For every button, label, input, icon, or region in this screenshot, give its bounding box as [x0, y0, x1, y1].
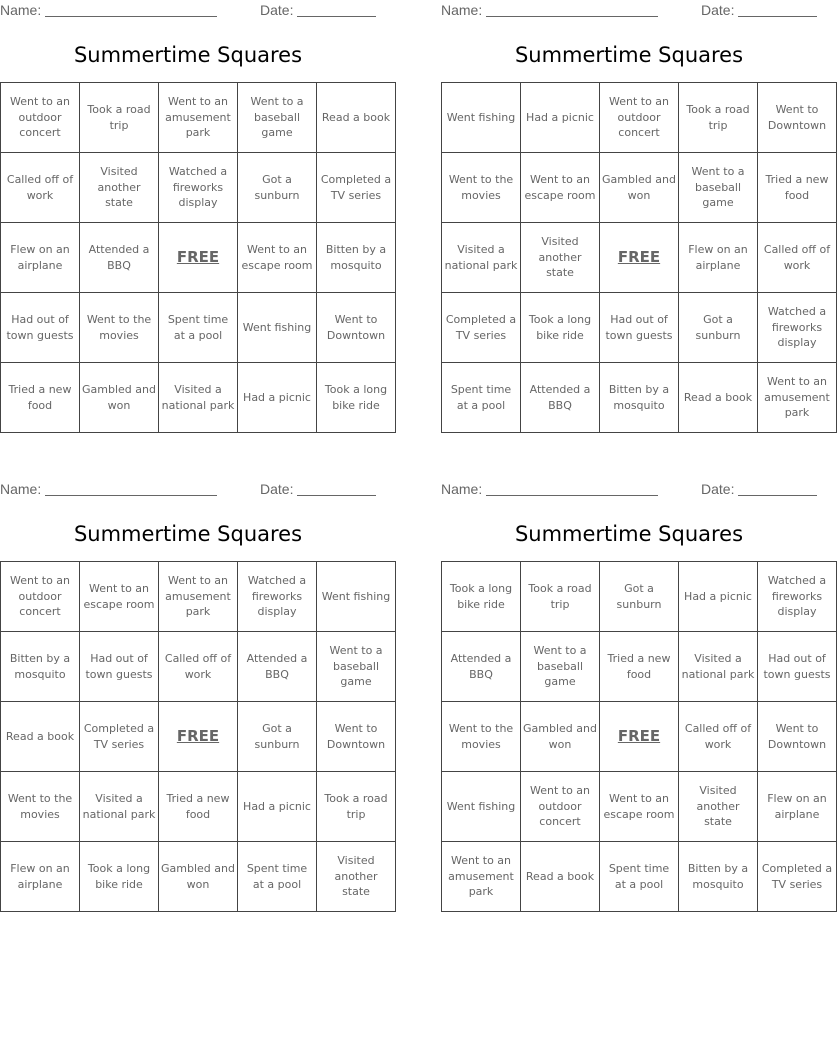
bingo-square[interactable]: Went to the movies: [1, 772, 80, 842]
bingo-square[interactable]: Went to an amusement park: [442, 842, 521, 912]
bingo-square[interactable]: Went to an amusement park: [159, 83, 238, 153]
bingo-square[interactable]: Went to an outdoor concert: [521, 772, 600, 842]
bingo-square[interactable]: Visited another state: [679, 772, 758, 842]
bingo-row: [1, 842, 396, 912]
bingo-square[interactable]: Went to an outdoor concert: [1, 83, 80, 153]
bingo-square[interactable]: Went to Downtown: [317, 293, 396, 363]
name-label: Name:: [0, 481, 42, 497]
bingo-square[interactable]: Went to a baseball game: [679, 153, 758, 223]
card-title: Summertime Squares: [514, 522, 744, 546]
bingo-square[interactable]: Read a book: [521, 842, 600, 912]
free-space[interactable]: FREE: [600, 702, 679, 772]
bingo-row: [1, 363, 396, 433]
bingo-square[interactable]: Watched a fireworks display: [758, 562, 837, 632]
bingo-square[interactable]: Watched a fireworks display: [758, 293, 837, 363]
date-field[interactable]: [297, 2, 376, 17]
bingo-square[interactable]: Attended a BBQ: [442, 632, 521, 702]
bingo-square[interactable]: Gambled and won: [159, 842, 238, 912]
bingo-square[interactable]: Watched a fireworks display: [159, 153, 238, 223]
date-field[interactable]: [297, 481, 376, 496]
bingo-square[interactable]: Went to the movies: [442, 702, 521, 772]
bingo-square[interactable]: Tried a new food: [1, 363, 80, 433]
bingo-card: [441, 479, 833, 915]
bingo-square[interactable]: Bitten by a mosquito: [1, 632, 80, 702]
bingo-square[interactable]: Read a book: [1, 702, 80, 772]
bingo-square[interactable]: Gambled and won: [521, 702, 600, 772]
bingo-row: [1, 153, 396, 223]
bingo-square[interactable]: Visited another state: [521, 223, 600, 293]
bingo-square[interactable]: Went to Downtown: [317, 702, 396, 772]
bingo-square[interactable]: Spent time at a pool: [159, 293, 238, 363]
bingo-square[interactable]: Went fishing: [238, 293, 317, 363]
bingo-square[interactable]: Went to a baseball game: [521, 632, 600, 702]
bingo-square[interactable]: Went to an outdoor concert: [600, 83, 679, 153]
bingo-square[interactable]: Had a picnic: [238, 363, 317, 433]
bingo-square[interactable]: Had out of town guests: [600, 293, 679, 363]
name-date-row: [0, 2, 376, 20]
bingo-square[interactable]: Read a book: [317, 83, 396, 153]
bingo-square[interactable]: Visited another state: [317, 842, 396, 912]
bingo-square[interactable]: Visited a national park: [679, 632, 758, 702]
bingo-square[interactable]: Had a picnic: [679, 562, 758, 632]
bingo-grid: [441, 561, 837, 912]
bingo-square[interactable]: Took a long bike ride: [442, 562, 521, 632]
name-field[interactable]: [486, 2, 658, 17]
bingo-row: [1, 772, 396, 842]
bingo-square[interactable]: Bitten by a mosquito: [600, 363, 679, 433]
bingo-grid: [0, 561, 396, 912]
bingo-square[interactable]: Took a road trip: [80, 83, 159, 153]
bingo-square[interactable]: Had out of town guests: [80, 632, 159, 702]
bingo-grid: [441, 82, 837, 433]
bingo-square[interactable]: Flew on an airplane: [758, 772, 837, 842]
bingo-grid: [0, 82, 396, 433]
bingo-row: [1, 223, 396, 293]
bingo-card: [441, 0, 831, 436]
bingo-square[interactable]: Took a long bike ride: [521, 293, 600, 363]
bingo-square[interactable]: Went to an escape room: [238, 223, 317, 293]
name-date-row: [0, 481, 376, 499]
bingo-square[interactable]: Took a long bike ride: [80, 842, 159, 912]
name-field[interactable]: [45, 2, 217, 17]
bingo-row: [1, 83, 396, 153]
bingo-square[interactable]: Went fishing: [442, 772, 521, 842]
card-title: Summertime Squares: [514, 43, 744, 67]
bingo-row: [442, 702, 837, 772]
bingo-square[interactable]: Had a picnic: [521, 83, 600, 153]
name-field[interactable]: [45, 481, 217, 496]
bingo-square[interactable]: Spent time at a pool: [600, 842, 679, 912]
bingo-square[interactable]: Went to an outdoor concert: [1, 562, 80, 632]
date-field[interactable]: [738, 2, 817, 17]
bingo-square[interactable]: Got a sunburn: [238, 153, 317, 223]
bingo-row: [442, 363, 837, 433]
bingo-row: [1, 702, 396, 772]
bingo-row: [1, 562, 396, 632]
bingo-square[interactable]: Bitten by a mosquito: [317, 223, 396, 293]
bingo-square[interactable]: Read a book: [679, 363, 758, 433]
bingo-card: [0, 479, 391, 915]
bingo-square[interactable]: Went to Downtown: [758, 83, 837, 153]
bingo-square[interactable]: Flew on an airplane: [679, 223, 758, 293]
bingo-square[interactable]: Went to an amusement park: [758, 363, 837, 433]
bingo-square[interactable]: Gambled and won: [600, 153, 679, 223]
bingo-square[interactable]: Visited a national park: [80, 772, 159, 842]
bingo-square[interactable]: Had out of town guests: [1, 293, 80, 363]
bingo-row: [442, 772, 837, 842]
bingo-square[interactable]: Called off of work: [758, 223, 837, 293]
bingo-square[interactable]: Went to a baseball game: [317, 632, 396, 702]
name-date-row: [441, 481, 817, 499]
bingo-square[interactable]: Took a road trip: [679, 83, 758, 153]
bingo-square[interactable]: Flew on an airplane: [1, 223, 80, 293]
date-label: Date:: [701, 2, 735, 18]
bingo-square[interactable]: Went to an amusement park: [159, 562, 238, 632]
free-space[interactable]: FREE: [159, 702, 238, 772]
name-label: Name:: [441, 2, 483, 18]
bingo-square[interactable]: Went to an escape room: [80, 562, 159, 632]
bingo-square[interactable]: Attended a BBQ: [521, 363, 600, 433]
bingo-square[interactable]: Took a long bike ride: [317, 363, 396, 433]
bingo-square[interactable]: Went to an escape room: [521, 153, 600, 223]
bingo-square[interactable]: Visited a national park: [442, 223, 521, 293]
bingo-square[interactable]: Had out of town guests: [758, 632, 837, 702]
date-label: Date:: [701, 481, 735, 497]
bingo-row: [442, 223, 837, 293]
bingo-square[interactable]: Took a road trip: [521, 562, 600, 632]
bingo-square[interactable]: Completed a TV series: [758, 842, 837, 912]
name-label: Name:: [441, 481, 483, 497]
bingo-square[interactable]: Gambled and won: [80, 363, 159, 433]
bingo-square[interactable]: Called off of work: [679, 702, 758, 772]
bingo-square[interactable]: Visited a national park: [159, 363, 238, 433]
bingo-square[interactable]: Went to the movies: [442, 153, 521, 223]
bingo-square[interactable]: Tried a new food: [600, 632, 679, 702]
bingo-square[interactable]: Went to an escape room: [600, 772, 679, 842]
bingo-square[interactable]: Attended a BBQ: [80, 223, 159, 293]
bingo-row: [442, 293, 837, 363]
bingo-square[interactable]: Took a road trip: [317, 772, 396, 842]
date-field[interactable]: [738, 481, 817, 496]
bingo-square[interactable]: Completed a TV series: [317, 153, 396, 223]
name-date-row: [441, 2, 817, 20]
bingo-row: [1, 632, 396, 702]
bingo-square[interactable]: Got a sunburn: [679, 293, 758, 363]
bingo-square[interactable]: Went fishing: [442, 83, 521, 153]
bingo-row: [442, 632, 837, 702]
bingo-square[interactable]: Got a sunburn: [238, 702, 317, 772]
bingo-square[interactable]: Visited another state: [80, 153, 159, 223]
bingo-square[interactable]: Went to Downtown: [758, 702, 837, 772]
card-title: Summertime Squares: [73, 43, 303, 67]
bingo-row: [1, 293, 396, 363]
bingo-square[interactable]: Completed a TV series: [80, 702, 159, 772]
bingo-square[interactable]: Called off of work: [1, 153, 80, 223]
free-space[interactable]: FREE: [600, 223, 679, 293]
bingo-square[interactable]: Spent time at a pool: [238, 842, 317, 912]
bingo-square[interactable]: Tried a new food: [758, 153, 837, 223]
bingo-row: [442, 83, 837, 153]
bingo-row: [442, 562, 837, 632]
bingo-square[interactable]: Tried a new food: [159, 772, 238, 842]
bingo-square[interactable]: Went to a baseball game: [238, 83, 317, 153]
bingo-square[interactable]: Spent time at a pool: [442, 363, 521, 433]
free-space[interactable]: FREE: [159, 223, 238, 293]
bingo-square[interactable]: Called off of work: [159, 632, 238, 702]
name-label: Name:: [0, 2, 42, 18]
bingo-square[interactable]: Watched a fireworks display: [238, 562, 317, 632]
bingo-square[interactable]: Went fishing: [317, 562, 396, 632]
bingo-row: [442, 153, 837, 223]
card-title: Summertime Squares: [73, 522, 303, 546]
bingo-square[interactable]: Flew on an airplane: [1, 842, 80, 912]
bingo-square[interactable]: Had a picnic: [238, 772, 317, 842]
date-label: Date:: [260, 481, 294, 497]
bingo-card: [0, 0, 392, 436]
name-field[interactable]: [486, 481, 658, 496]
bingo-square[interactable]: Attended a BBQ: [238, 632, 317, 702]
bingo-square[interactable]: Bitten by a mosquito: [679, 842, 758, 912]
bingo-square[interactable]: Got a sunburn: [600, 562, 679, 632]
bingo-square[interactable]: Went to the movies: [80, 293, 159, 363]
bingo-row: [442, 842, 837, 912]
date-label: Date:: [260, 2, 294, 18]
bingo-square[interactable]: Completed a TV series: [442, 293, 521, 363]
